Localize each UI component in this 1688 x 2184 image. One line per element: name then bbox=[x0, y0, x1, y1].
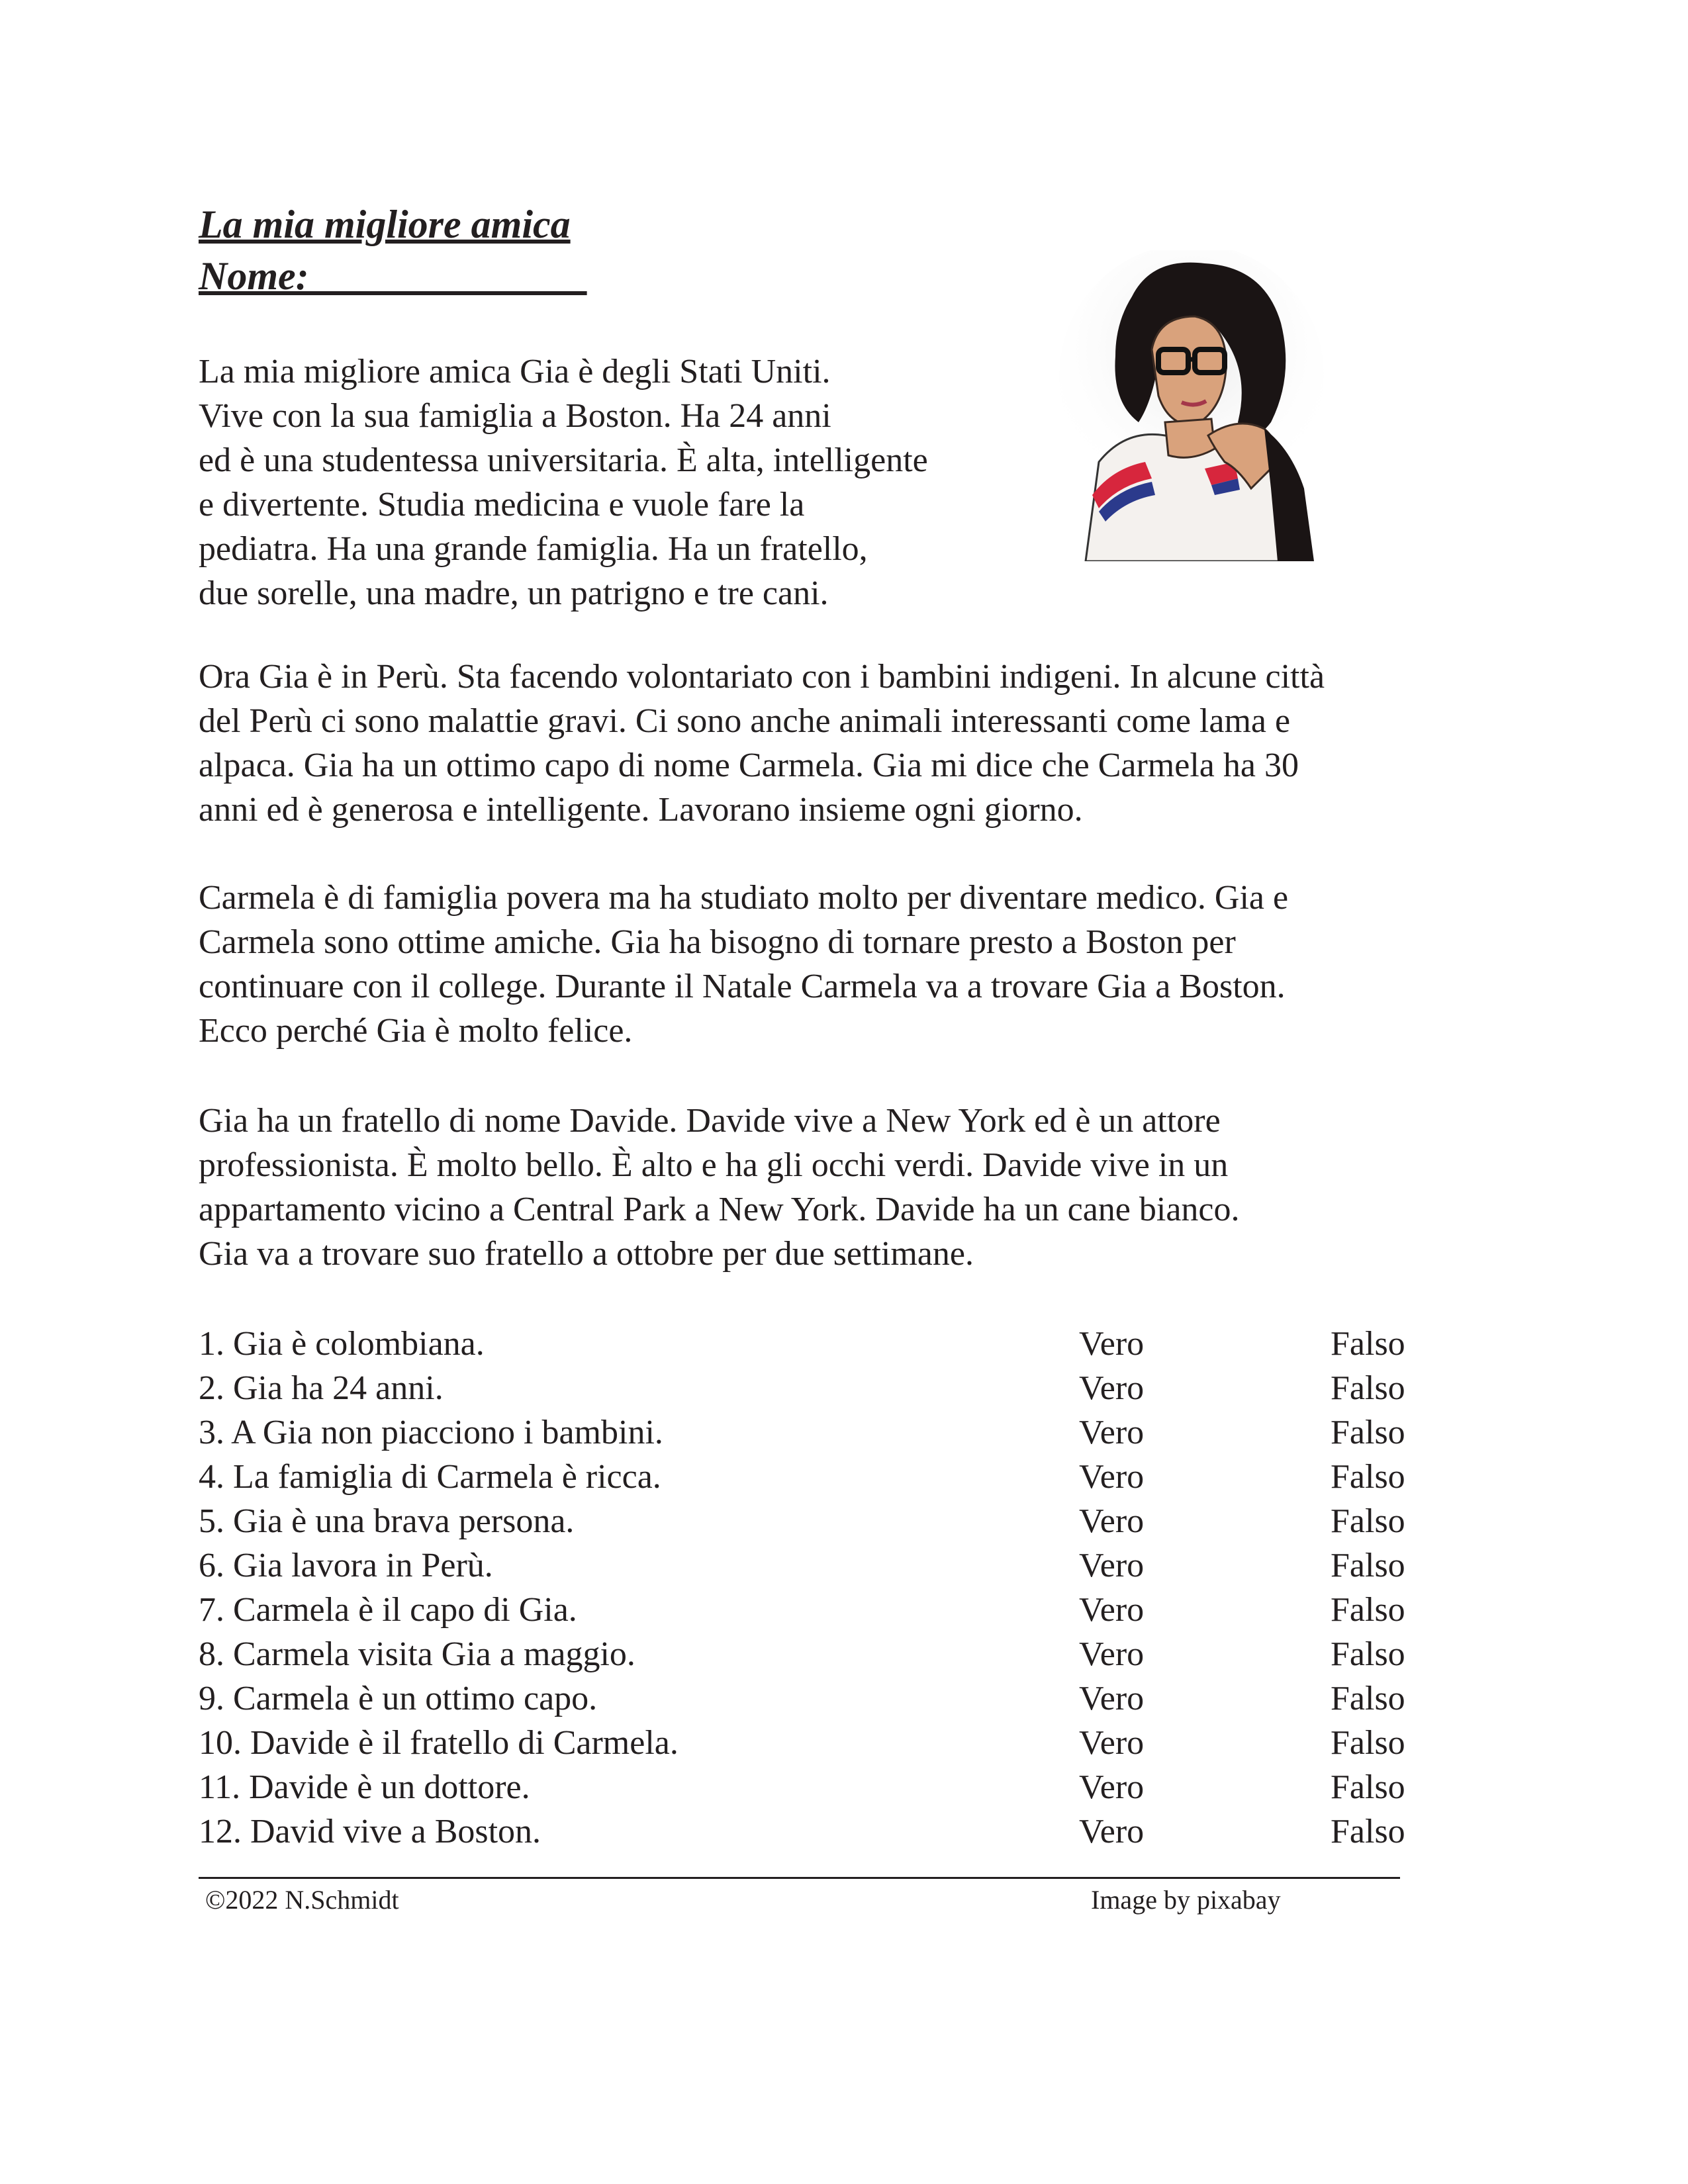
true-option[interactable]: Vero bbox=[1079, 1680, 1145, 1717]
paragraph-3 bbox=[199, 876, 1288, 1053]
question-text: 9. Carmela è un ottimo capo. bbox=[199, 1680, 598, 1717]
true-option[interactable]: Vero bbox=[1079, 1325, 1145, 1363]
true-option[interactable]: Vero bbox=[1079, 1813, 1145, 1850]
paragraph-line: Ora Gia è in Perù. Sta facendo volontariato con i bambini indigeni. In alcune città bbox=[199, 658, 1325, 696]
question-row bbox=[199, 1721, 1423, 1765]
true-option[interactable]: Vero bbox=[1079, 1635, 1145, 1673]
paragraph-line: anni ed è generosa e intelligente. Lavorano insieme ogni giorno. bbox=[199, 791, 1083, 829]
false-option[interactable]: Falso bbox=[1331, 1768, 1405, 1806]
paragraph-line: Vive con la sua famiglia a Boston. Ha 24 anni bbox=[199, 397, 831, 435]
paragraph-1 bbox=[199, 349, 928, 615]
image-credit: Image by pixabay bbox=[1091, 1885, 1281, 1915]
footer-divider bbox=[199, 1877, 1400, 1879]
true-option[interactable]: Vero bbox=[1079, 1591, 1145, 1629]
false-option[interactable]: Falso bbox=[1331, 1813, 1405, 1850]
false-option[interactable]: Falso bbox=[1331, 1325, 1405, 1363]
paragraph-line: ed è una studentessa universitaria. È alta, intelligente bbox=[199, 441, 928, 479]
paragraph-line: pediatra. Ha una grande famiglia. Ha un fratello, bbox=[199, 530, 868, 568]
question-row bbox=[199, 1588, 1423, 1632]
question-row bbox=[199, 1366, 1423, 1410]
question-text: 7. Carmela è il capo di Gia. bbox=[199, 1591, 577, 1629]
question-row bbox=[199, 1499, 1423, 1543]
paragraph-4 bbox=[199, 1099, 1240, 1276]
false-option[interactable]: Falso bbox=[1331, 1414, 1405, 1451]
question-text: 10. Davide è il fratello di Carmela. bbox=[199, 1724, 679, 1762]
question-text: 5. Gia è una brava persona. bbox=[199, 1502, 575, 1540]
false-option[interactable]: Falso bbox=[1331, 1680, 1405, 1717]
true-option[interactable]: Vero bbox=[1079, 1768, 1145, 1806]
question-text: 8. Carmela visita Gia a maggio. bbox=[199, 1635, 635, 1673]
question-text: 2. Gia ha 24 anni. bbox=[199, 1369, 444, 1407]
false-option[interactable]: Falso bbox=[1331, 1591, 1405, 1629]
question-text: 12. David vive a Boston. bbox=[199, 1813, 541, 1850]
question-row bbox=[199, 1455, 1423, 1499]
question-text: 1. Gia è colombiana. bbox=[199, 1325, 485, 1363]
true-false-questions bbox=[199, 1322, 1423, 1854]
paragraph-line: Gia va a trovare suo fratello a ottobre per due settimane. bbox=[199, 1235, 974, 1273]
false-option[interactable]: Falso bbox=[1331, 1502, 1405, 1540]
paragraph-line: Gia ha un fratello di nome Davide. Davide vive a New York ed è un attore bbox=[199, 1102, 1221, 1140]
question-row bbox=[199, 1410, 1423, 1455]
question-row bbox=[199, 1632, 1423, 1676]
portrait-illustration bbox=[1053, 250, 1344, 561]
true-option[interactable]: Vero bbox=[1079, 1458, 1145, 1496]
false-option[interactable]: Falso bbox=[1331, 1369, 1405, 1407]
question-row bbox=[199, 1543, 1423, 1588]
true-option[interactable]: Vero bbox=[1079, 1724, 1145, 1762]
false-option[interactable]: Falso bbox=[1331, 1635, 1405, 1673]
paragraph-line: del Perù ci sono malattie gravi. Ci sono anche animali interessanti come lama e bbox=[199, 702, 1291, 740]
true-option[interactable]: Vero bbox=[1079, 1414, 1145, 1451]
paragraph-line: appartamento vicino a Central Park a New York. Davide ha un cane bianco. bbox=[199, 1191, 1240, 1228]
false-option[interactable]: Falso bbox=[1331, 1547, 1405, 1584]
false-option[interactable]: Falso bbox=[1331, 1458, 1405, 1496]
true-option[interactable]: Vero bbox=[1079, 1369, 1145, 1407]
false-option[interactable]: Falso bbox=[1331, 1724, 1405, 1762]
paragraph-line: Carmela è di famiglia povera ma ha studiato molto per diventare medico. Gia e bbox=[199, 879, 1289, 917]
question-text: 11. Davide è un dottore. bbox=[199, 1768, 530, 1806]
paragraph-2 bbox=[199, 655, 1325, 832]
paragraph-line: alpaca. Gia ha un ottimo capo di nome Carmela. Gia mi dice che Carmela ha 30 bbox=[199, 747, 1299, 784]
paragraph-line: continuare con il college. Durante il Natale Carmela va a trovare Gia a Boston. bbox=[199, 968, 1286, 1005]
question-text: 3. A Gia non piacciono i bambini. bbox=[199, 1414, 663, 1451]
paragraph-line: Carmela sono ottime amiche. Gia ha bisogno di tornare presto a Boston per bbox=[199, 923, 1236, 961]
question-row bbox=[199, 1322, 1423, 1366]
paragraph-line: due sorelle, una madre, un patrigno e tre cani. bbox=[199, 574, 829, 612]
paragraph-line: La mia migliore amica Gia è degli Stati Uniti. bbox=[199, 353, 831, 390]
question-row bbox=[199, 1809, 1423, 1854]
question-text: 4. La famiglia di Carmela è ricca. bbox=[199, 1458, 661, 1496]
worksheet-title: La mia migliore amica bbox=[199, 203, 571, 246]
paragraph-line: e divertente. Studia medicina e vuole fare la bbox=[199, 486, 805, 523]
name-field[interactable]: Nome:______________ bbox=[199, 254, 587, 298]
copyright-notice: ©2022 N.Schmidt bbox=[205, 1885, 399, 1915]
question-row bbox=[199, 1676, 1423, 1721]
question-row bbox=[199, 1765, 1423, 1809]
paragraph-line: professionista. È molto bello. È alto e ha gli occhi verdi. Davide vive in un bbox=[199, 1146, 1229, 1184]
question-text: 6. Gia lavora in Perù. bbox=[199, 1547, 493, 1584]
true-option[interactable]: Vero bbox=[1079, 1502, 1145, 1540]
paragraph-line: Ecco perché Gia è molto felice. bbox=[199, 1012, 633, 1050]
true-option[interactable]: Vero bbox=[1079, 1547, 1145, 1584]
